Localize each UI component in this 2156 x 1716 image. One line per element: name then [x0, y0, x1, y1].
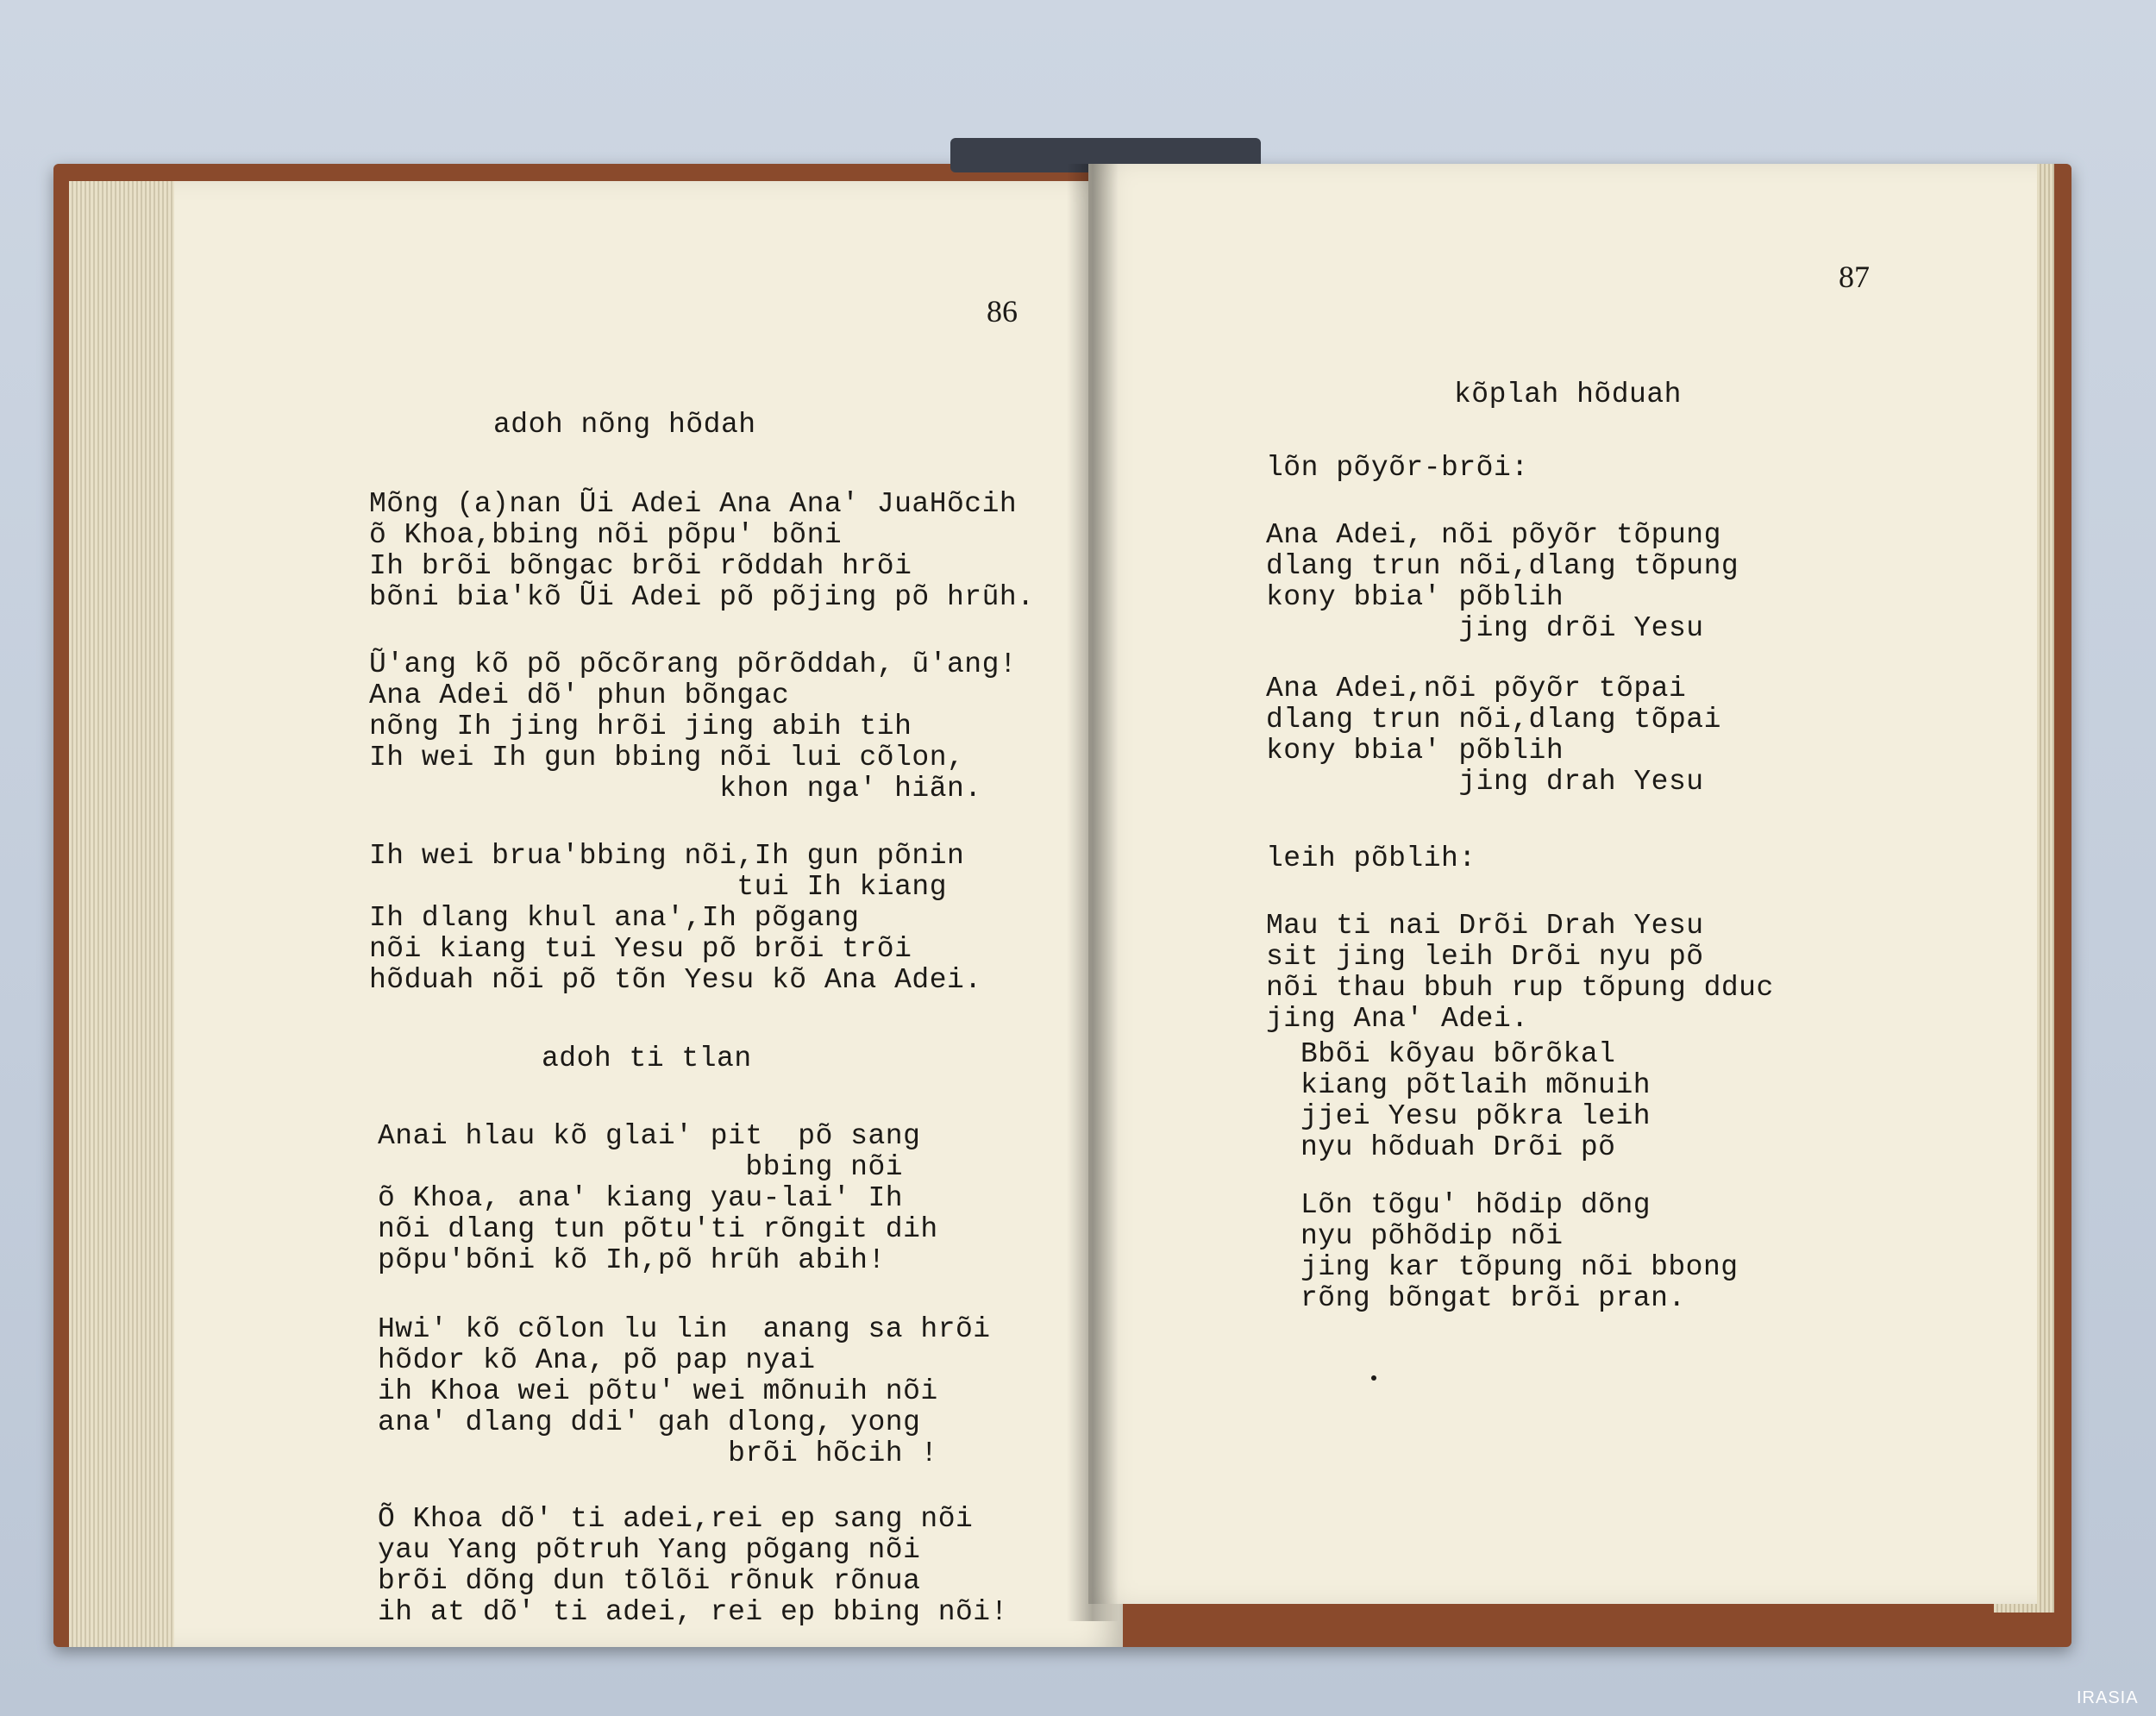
- poem-line: nyu põhõdip nõi: [1300, 1220, 1564, 1252]
- book-gutter: [1067, 164, 1119, 1621]
- poem-line: khon nga' hiãn.: [369, 773, 982, 805]
- section-heading: leih põblih:: [1266, 842, 1476, 874]
- poem-line: bbing nõi: [378, 1151, 904, 1183]
- poem-line: nyu hõduah Drõi põ: [1300, 1131, 1616, 1163]
- open-book: [53, 129, 2071, 1647]
- poem-title-2: adoh ti tlan: [542, 1043, 752, 1074]
- poem-line: brõi dõng dun tõlõi rõnuk rõnua: [378, 1565, 921, 1597]
- poem-line: hõduah nõi põ tõn Yesu kõ Ana Adei.: [369, 964, 982, 996]
- poem-line: nõi dlang tun põtu'ti rõngit dih: [378, 1213, 938, 1245]
- poem-line: Õ Khoa dõ' ti adei,rei ep sang nõi: [378, 1503, 974, 1535]
- poem-line: brõi hõcih !: [378, 1437, 938, 1469]
- poem-line: Ih brõi bõngac brõi rõddah hrõi: [369, 550, 912, 582]
- poem-line: jing Ana' Adei.: [1266, 1003, 1529, 1035]
- poem-line: õ Khoa,bbing nõi põpu' bõni: [369, 519, 843, 551]
- poem-line: kony bbia' põblih: [1266, 735, 1564, 767]
- poem-line: Lõn tõgu' hõdip dõng: [1300, 1189, 1651, 1221]
- poem-line: dlang trun nõi,dlang tõpung: [1266, 550, 1739, 582]
- poem-line: kiang põtlaih mõnuih: [1300, 1069, 1651, 1101]
- poem-line: Ana Adei, nõi põyõr tõpung: [1266, 519, 1721, 551]
- page-edges-left: [69, 181, 190, 1647]
- poem-line: põpu'bõni kõ Ih,põ hrũh abih!: [378, 1244, 886, 1276]
- page-number-left: 86: [987, 294, 1018, 329]
- poem-line: Anai hlau kõ glai' pit põ sang: [378, 1120, 921, 1152]
- poem-line: Mõng (a)nan Ũi Adei Ana Ana' JuaHõcih: [369, 488, 1018, 520]
- poem-line: hõdor kõ Ana, põ pap nyai: [378, 1344, 816, 1376]
- right-page: [1088, 164, 2037, 1604]
- poem-line: bõni bia'kõ Ũi Adei põ põjing põ hrũh.: [369, 581, 1035, 613]
- poem-line: rõng bõngat brõi pran.: [1300, 1282, 1686, 1314]
- poem-line: ana' dlang ddi' gah dlong, yong: [378, 1406, 921, 1438]
- poem-line: jjei Yesu põkra leih: [1300, 1100, 1651, 1132]
- poem-line: jing drah Yesu: [1266, 766, 1704, 798]
- poem-line: nõi thau bbuh rup tõpung dduc: [1266, 972, 1774, 1004]
- poem-line: jing drõi Yesu: [1266, 612, 1704, 644]
- ink-dot: [1371, 1375, 1376, 1381]
- poem-line: nõng Ih jing hrõi jing abih tih: [369, 711, 912, 742]
- poem-line: nõi kiang tui Yesu põ brõi trõi: [369, 933, 912, 965]
- poem-line: jing kar tõpung nõi bbong: [1300, 1251, 1739, 1283]
- poem-line: õ Khoa, ana' kiang yau-lai' Ih: [378, 1182, 904, 1214]
- poem-line: tui Ih kiang: [369, 871, 948, 903]
- poem-line: dlang trun nõi,dlang tõpai: [1266, 704, 1721, 736]
- left-page: [174, 181, 1123, 1647]
- section-heading: lõn põyõr-brõi:: [1266, 452, 1529, 484]
- poem-line: yau Yang põtruh Yang põgang nõi: [378, 1534, 921, 1566]
- poem-line: sit jing leih Drõi nyu põ: [1266, 941, 1704, 973]
- watermark-label: IRASIA: [2077, 1688, 2139, 1707]
- poem-title-3: kõplah hõduah: [1454, 379, 1682, 410]
- poem-line: ih at dõ' ti adei, rei ep bbing nõi!: [378, 1596, 1008, 1628]
- poem-line: Mau ti nai Drõi Drah Yesu: [1266, 910, 1704, 942]
- poem-line: Ih dlang khul ana',Ih põgang: [369, 902, 860, 934]
- poem-line: Hwi' kõ cõlon lu lin anang sa hrõi: [378, 1313, 991, 1345]
- poem-line: ih Khoa wei põtu' wei mõnuih nõi: [378, 1375, 938, 1407]
- poem-line: Ana Adei dõ' phun bõngac: [369, 680, 790, 711]
- page-number-right: 87: [1839, 260, 1870, 294]
- poem-line: Ũ'ang kõ põ põcõrang põrõddah, ũ'ang!: [369, 648, 1018, 680]
- poem-line: Ih wei Ih gun bbing nõi lui cõlon,: [369, 742, 965, 773]
- poem-line: kony bbia' põblih: [1266, 581, 1564, 613]
- poem-line: Ana Adei,nõi põyõr tõpai: [1266, 673, 1687, 705]
- poem-title-1: adoh nõng hõdah: [493, 409, 756, 441]
- poem-line: Bbõi kõyau bõrõkal: [1300, 1038, 1616, 1070]
- poem-line: Ih wei brua'bbing nõi,Ih gun põnin: [369, 840, 965, 872]
